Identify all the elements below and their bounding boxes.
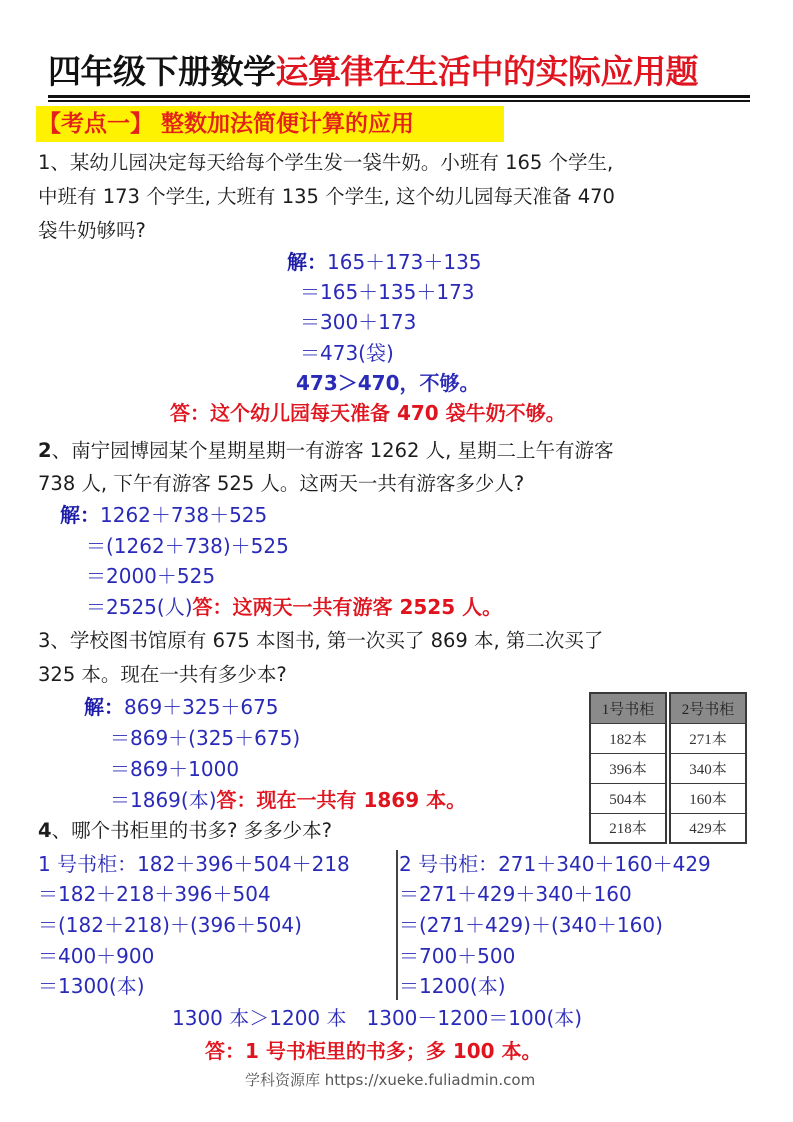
q4-left-line-5: ＝1300(本) — [38, 974, 145, 998]
title-underline-thin — [48, 100, 750, 102]
q1-solution-conclusion: 473＞470，不够。 — [296, 371, 480, 395]
q4-right-line-5: ＝1200(本) — [399, 974, 506, 998]
q1-text-line-1: 1、某幼儿园决定每天给每个学生发一袋牛奶。小班有 165 个学生, — [38, 151, 614, 174]
q1-solution-line-2: ＝165＋135＋173 — [300, 280, 475, 304]
q4-right-line-2: ＝271＋429＋340＋160 — [399, 882, 632, 906]
q4-number: 4 — [38, 819, 52, 842]
table-cell: 396本 — [590, 753, 666, 783]
q1-answer: 答：这个幼儿园每天准备 470 袋牛奶不够。 — [170, 401, 566, 425]
q3-answer: 答：现在一共有 1869 本。 — [216, 788, 467, 812]
q4-left-line-1: 1 号书柜：182＋396＋504＋218 — [38, 852, 350, 876]
table-header: 2号书柜 — [670, 693, 746, 723]
q4-comparison: 1300 本＞1200 本 1300－1200＝100(本) — [172, 1006, 583, 1030]
q4-right-line-4: ＝700＋500 — [399, 944, 516, 968]
q2-text-line-2: 738 人, 下午有游客 525 人。这两天一共有游客多少人? — [38, 472, 525, 495]
table-cell: 218本 — [590, 813, 666, 843]
page-title — [48, 52, 698, 92]
q4-left-line-4: ＝400＋900 — [38, 944, 155, 968]
table-cell: 504本 — [590, 783, 666, 813]
q4-right-line-3: ＝(271＋429)＋(340＋160) — [399, 913, 663, 937]
title-topic: 运算律在生活中的实际应用题 — [275, 52, 698, 91]
q2-text-line-1: 2、南宁园博园某个星期星期一有游客 1262 人, 星期二上午有游客 — [38, 439, 614, 462]
vertical-divider — [396, 850, 398, 1000]
q4-text: 4、哪个书柜里的书多? 多多少本? — [38, 819, 332, 842]
q3-solution-line-4: ＝1869(本)答：现在一共有 1869 本。 — [110, 788, 467, 812]
solution-label: 解： — [84, 695, 124, 719]
q3-text-line-2: 325 本。现在一共有多少本? — [38, 663, 287, 686]
q4-answer: 答：1 号书柜里的书多；多 100 本。 — [205, 1039, 542, 1063]
footer-watermark: 学科资源库 https://xueke.fuliadmin.com — [245, 1071, 536, 1089]
q2-number: 2 — [38, 439, 52, 462]
q1-solution-line-1: 解：165＋173＋135 — [287, 250, 482, 274]
q1-solution-line-4: ＝473(袋) — [300, 341, 394, 365]
q3-text-line-1: 3、学校图书馆原有 675 本图书, 第一次买了 869 本, 第二次买了 — [38, 629, 604, 652]
q3-solution-line-2: ＝869＋(325＋675) — [110, 726, 301, 750]
q4-right-line-1: 2 号书柜：271＋340＋160＋429 — [399, 852, 711, 876]
bookcase-2-table — [669, 692, 747, 844]
title-grade: 四年级下册数学 — [48, 52, 276, 91]
table-cell: 182本 — [590, 723, 666, 753]
q4-left-line-3: ＝(182＋218)＋(396＋504) — [38, 913, 302, 937]
q4-left-line-2: ＝182＋218＋396＋504 — [38, 882, 271, 906]
section-heading: 【考点一】 整数加法简便计算的应用 — [38, 111, 415, 137]
q2-answer: 答：这两天一共有游客 2525 人。 — [192, 595, 503, 619]
bookcase-1-table — [589, 692, 667, 844]
solution-label: 解： — [60, 503, 100, 527]
q1-solution-line-3: ＝300＋173 — [300, 310, 417, 334]
table-cell: 271本 — [670, 723, 746, 753]
table-header: 1号书柜 — [590, 693, 666, 723]
q1-text-line-2: 中班有 173 个学生, 大班有 135 个学生, 这个幼儿园每天准备 470 — [38, 185, 615, 208]
table-cell: 429本 — [670, 813, 746, 843]
title-underline-thick — [48, 95, 750, 98]
q2-solution-line-2: ＝(1262＋738)＋525 — [86, 534, 289, 558]
q1-text-line-3: 袋牛奶够吗? — [38, 219, 146, 242]
table-cell: 160本 — [670, 783, 746, 813]
q3-solution-line-1: 解：869＋325＋675 — [84, 695, 279, 719]
table-cell: 340本 — [670, 753, 746, 783]
q2-solution-line-3: ＝2000＋525 — [86, 564, 216, 588]
q2-solution-line-4: ＝2525(人)答：这两天一共有游客 2525 人。 — [86, 595, 503, 619]
q3-solution-line-3: ＝869＋1000 — [110, 757, 240, 781]
solution-label: 解： — [287, 250, 327, 274]
q2-solution-line-1: 解：1262＋738＋525 — [60, 503, 268, 527]
